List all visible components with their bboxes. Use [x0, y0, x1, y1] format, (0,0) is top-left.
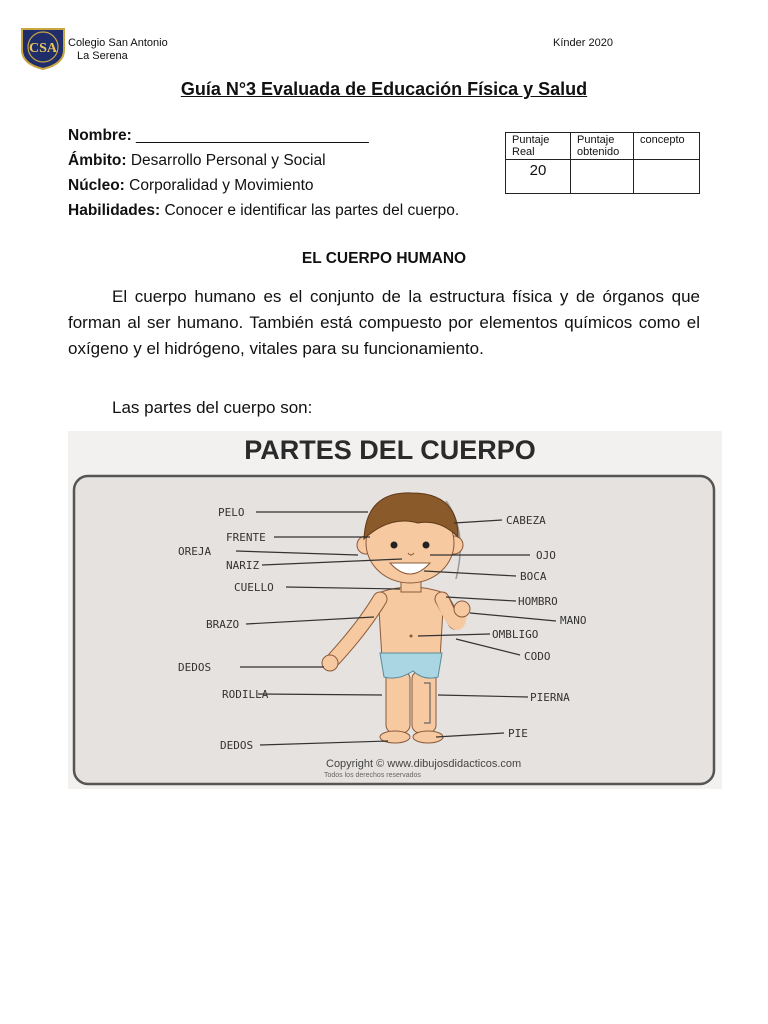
label-boca: BOCA [520, 570, 547, 583]
label-frente: FRENTE [226, 531, 266, 544]
score-real-value: 20 [506, 160, 571, 194]
habilidades-value: Conocer e identificar las partes del cuerpo. [164, 202, 460, 219]
score-header-concepto: concepto [634, 133, 700, 160]
ambito-value: Desarrollo Personal y Social [130, 152, 326, 169]
body-parts-figure [68, 431, 722, 789]
label-oreja: OREJA [178, 545, 212, 558]
label-dedos-pie: DEDOS [220, 739, 254, 752]
nucleo-row [68, 177, 314, 195]
score-concepto-value[interactable] [634, 160, 700, 194]
score-value-row [506, 160, 700, 194]
label-codo: CODO [524, 650, 551, 663]
label-mano: MANO [560, 614, 587, 627]
school-header [68, 37, 168, 63]
nombre-blank: ___________________________ [136, 127, 369, 144]
score-header-row [506, 133, 700, 160]
figure-title: PARTES DEL CUERPO [244, 435, 536, 465]
figure-copyright: Copyright © www.dibujosdidacticos.com [326, 758, 522, 770]
ambito-row [68, 152, 326, 170]
score-obtenido-value[interactable] [571, 160, 634, 194]
label-cabeza: CABEZA [506, 514, 546, 527]
nombre-row [68, 127, 369, 145]
label-hombro: HOMBRO [518, 595, 558, 608]
habilidades-label: Habilidades: [68, 202, 161, 219]
nombre-label: Nombre: [68, 127, 132, 144]
label-pie: PIE [508, 727, 528, 740]
school-name: Colegio San Antonio [68, 37, 168, 49]
school-city: La Serena [77, 50, 128, 62]
label-pelo: PELO [218, 506, 245, 519]
habilidades-row [68, 202, 459, 220]
score-header-obtenido: Puntaje obtenido [571, 133, 634, 160]
label-ojo: OJO [536, 549, 556, 562]
section-heading: EL CUERPO HUMANO [301, 250, 467, 267]
label-cuello: CUELLO [234, 581, 274, 594]
grade-label: Kínder 2020 [553, 37, 613, 49]
label-ombligo: OMBLIGO [492, 628, 539, 641]
score-header-real: Puntaje Real [506, 133, 571, 160]
score-table [505, 132, 700, 194]
nucleo-label: Núcleo: [68, 177, 125, 194]
label-dedos-mano: DEDOS [178, 661, 212, 674]
parts-intro: Las partes del cuerpo son: [112, 398, 313, 417]
nucleo-value: Corporalidad y Movimiento [129, 177, 314, 194]
label-nariz: NARIZ [226, 559, 260, 572]
ambito-label: Ámbito: [68, 152, 127, 169]
label-pierna: PIERNA [530, 691, 570, 704]
label-brazo: BRAZO [206, 618, 240, 631]
figure-rights: Todos los derechos reservados [324, 772, 421, 779]
school-logo [18, 26, 68, 70]
page-title: Guía N°3 Evaluada de Educación Física y Salud [180, 79, 588, 99]
body-paragraph: El cuerpo humano es el conjunto de la estructura física y de órganos que forman al ser humano. También está compuesto por elementos químicos como el oxígeno y el hidrógeno, vitales para su funcionamiento. [68, 287, 700, 358]
logo-letters: CSA [28, 41, 58, 56]
label-rodilla: RODILLA [222, 688, 269, 701]
